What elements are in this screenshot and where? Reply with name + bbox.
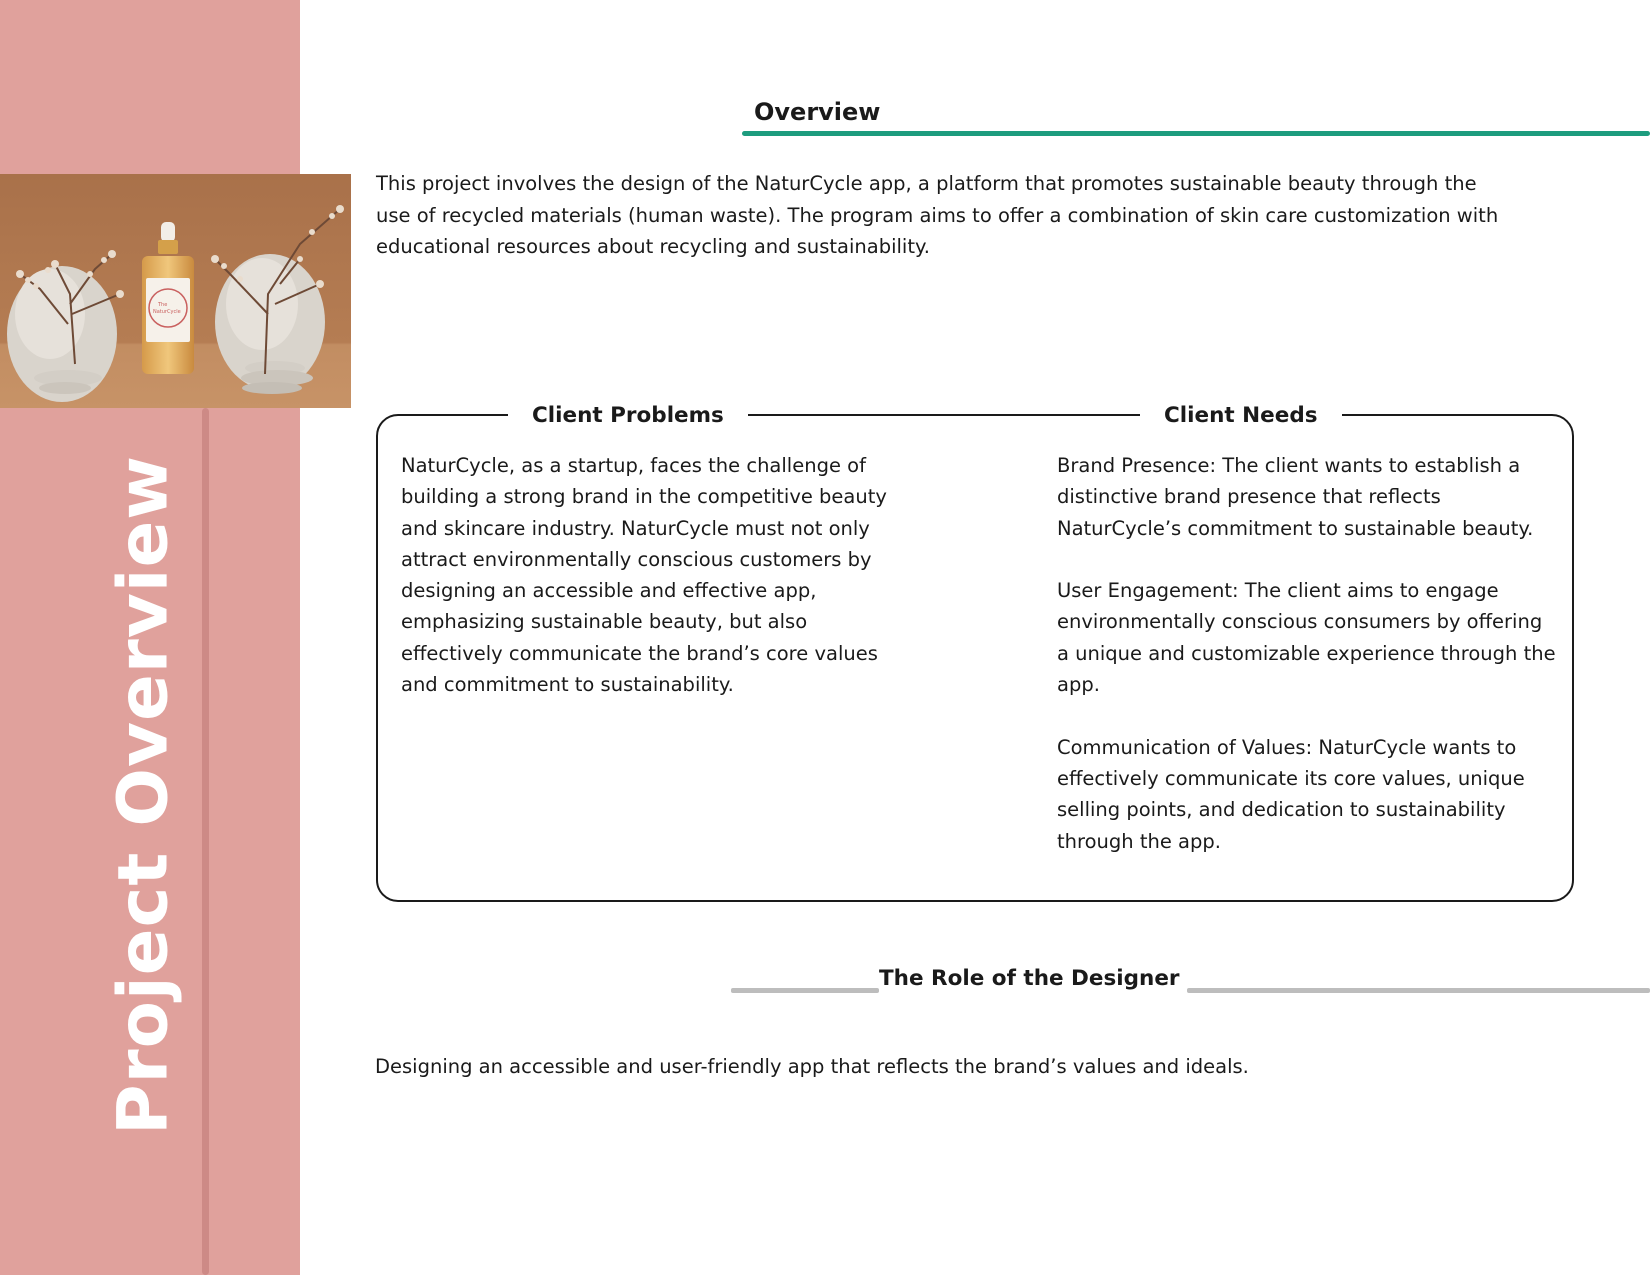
sidebar-title: Project Overview [103, 455, 184, 1135]
overview-title: Overview [754, 98, 881, 126]
client-need-item: Brand Presence: The client wants to establish a distinctive brand presence that reflects NaturCycle’s commitment to sustainable beauty. [1057, 454, 1534, 540]
designer-role-rule-left [731, 988, 879, 993]
client-problems-text: NaturCycle, as a startup, faces the challenge of building a strong brand in the competitive beauty and skincare industry. NaturCycle must not only attract environmentally conscious customers by designing an accessible and effective app, emphasizing sustainable beauty, but also effectively communicate the brand’s core values and commitment to sustainability. [401, 454, 887, 697]
designer-role-title: The Role of the Designer [879, 966, 1180, 991]
bottle-label-bottom: NaturCycle [153, 309, 181, 315]
designer-role-rule-right [1187, 988, 1650, 993]
client-need-item: Communication of Values: NaturCycle wants to effectively communicate its core values, unique selling points, and dedication to sustainability through the app. [1057, 735, 1525, 853]
designer-role-text: Designing an accessible and user-friendly app that reflects the brand’s values and ideals. [375, 1055, 1249, 1078]
bottle-label-top: The [158, 302, 168, 308]
client-problems-title: Client Problems [508, 402, 748, 430]
client-needs-title: Client Needs [1140, 402, 1342, 430]
overview-text: This project involves the design of the NaturCycle app, a platform that promotes sustainable beauty through the use of recycled materials (human waste). The program aims to offer a combination of skin care customization with educational resources about recycling and sustainability. [376, 172, 1499, 258]
client-needs-list [1057, 450, 1557, 888]
product-photo [0, 174, 351, 408]
overview-rule [742, 131, 1650, 136]
sidebar-vertical-line [202, 408, 209, 1275]
client-need-item: User Engagement: The client aims to engage environmentally conscious consumers by offering a unique and customizable experience through the app. [1057, 579, 1556, 697]
